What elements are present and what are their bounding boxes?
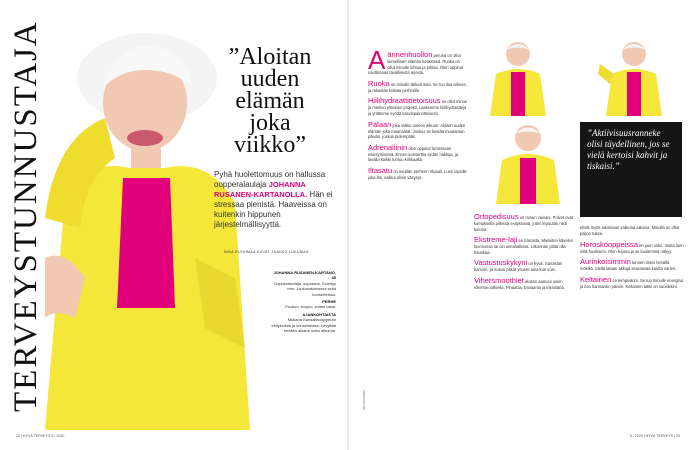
col2-heading: Ekstreme-laji: [474, 235, 518, 245]
col2-text: on minun vaivani. Polvet ovat koetuksella pitkissä esityksissä, joten lepuutan niitä kotona.: [474, 215, 573, 232]
side-label: KOHTAAMISIA: [362, 389, 366, 410]
facts-current-text: Mukana Kansallisoopperan esityksissä ja konserteissa. Levyttää kevään aikana uutta albumia.: [271, 317, 336, 334]
col1-text: peruna on ollut kiireellisen elämän keskiössä. Ruoka on ollut minulle lohtua ja juhlaa. Olen oppinut nauttimaan tavallisesta arjesta.: [368, 53, 464, 76]
col1-paragraph: [368, 96, 468, 116]
dropcap: A: [368, 50, 386, 75]
col1-heading: Hiilihydraattitietoisuus: [368, 96, 441, 106]
col3-text: on lempivärini. Se tuo minulle energiaa ja iloa harmaisiin päiviin. Keltainen takki on suosikkini.: [580, 277, 683, 289]
col1-paragraph: [368, 79, 468, 94]
col2-paragraph: [474, 258, 574, 273]
col1-paragraph: [368, 166, 468, 181]
lead-name: JOHANNA RUSANEN-KARTANOLLA.: [214, 180, 308, 199]
facts-family-heading: PERHE: [322, 299, 336, 305]
col1-paragraph: [368, 143, 468, 163]
col1-heading: Palaan: [368, 119, 392, 129]
facts-family-text: Puoliso, kuopio, kolme lasta.: [285, 304, 336, 310]
pull-quote: ”Aktiivisuusranneke olisi täydellinen, jos se vielä kertoisi kahvit ja tiskaisi.”: [580, 122, 682, 217]
facts-profession: Oopperalaulaja, sopraano. Esiintyy mm. Jouluoratorioissa sekä konserteissa.: [273, 280, 336, 297]
byline: NINA RUOHMAA KUVAT JAAKKO LUKUMAA: [224, 250, 309, 254]
col1-paragraph: [368, 120, 468, 140]
col1-text: olen oppinut tuntemaan esiintymisissä. Ennen konserttia sydän hakkaa, ja lavalla kaikki tuntuu kirkkaalta.: [368, 145, 459, 163]
col1-text: on ollut minun ja miehen yhteinen projekti. Laskemme hiilihydraatteja ja yritämme syödä kasvispainotteisesti.: [368, 99, 468, 116]
col1-paragraph: [368, 50, 468, 76]
col3-heading: Keltainen: [580, 274, 612, 284]
col2-heading: Vihersmoothiet: [474, 275, 524, 285]
col1-heading: Ruoka: [368, 78, 390, 88]
col2-heading: Vastustuskykyni: [474, 258, 528, 268]
col2-paragraph: [474, 235, 574, 255]
col1-text: joka viikko uuteen alkuun. Aloitan uuden elämän joka maanantai. Joskus se kestää muutaman päivän, joskus pidempään.: [368, 122, 466, 140]
folio-left: 32 | HYVÄ TERVEYS 5 / 2020: [16, 434, 65, 438]
col2-paragraph: [474, 212, 574, 232]
col3-text: elivät myös aikoinaan vaikeina aikoina. Minulla on ollut paljon tukea.: [580, 225, 679, 236]
lead-paragraph: [214, 170, 336, 230]
col3-heading: Horoskooppeissa: [580, 239, 638, 249]
col2-text: on hyvä. Sairastan harvoin, ja nukun pitkät yöunet aina kun voin.: [474, 261, 563, 273]
page-gutter: [347, 0, 349, 450]
article-column-3: [580, 222, 684, 430]
headline: ”Aloitan uuden elämän joka viikko”: [228, 44, 312, 158]
col3-paragraph: [580, 222, 684, 237]
photo-top-left: [478, 36, 556, 116]
col3-text: en juuri usko, mutta luen niitä huvikseni. Olen leijona ja se kuulemma näkyy.: [580, 242, 684, 254]
lead-text-after: Hän ei stressaa pienistä. Haaveissa on kuitenkin hippunen järjestelmällisyyttä.: [214, 190, 333, 229]
facts-heading: JOHANNA RUSANEN-KARTANO, 45: [273, 270, 336, 281]
col3-paragraph: [580, 240, 684, 255]
col1-heading: Adrenaliinin: [368, 142, 408, 152]
facts-current-heading: AJANKOHTAISTA: [302, 311, 336, 317]
col3-text: tunnen itseni kesällä mökillä. Siellä lataan akkuja seuraavaa kautta varten.: [580, 260, 677, 272]
article-column-1: [368, 50, 468, 430]
photo-middle: [482, 118, 574, 204]
lead-text-before: Pyhä huolettomuus on hallussa oopperalaulaja: [214, 170, 326, 189]
photo-top-right: [596, 34, 672, 116]
col2-text: en harrasta. Mieluiten kävelen luonnossa tai uin uimahallissa. Liikunnan pitää olla hauskaa.: [474, 238, 574, 255]
col2-heading: Ortopedisuus: [474, 212, 519, 221]
col2-paragraph: [474, 276, 574, 291]
section-title: TERVEYSTUNNUSTAJA: [8, 20, 44, 412]
col3-heading: Aurinkoisimmin: [580, 257, 631, 267]
article-column-2: [474, 212, 574, 430]
col2-text: aloitan aamuni usein vihersmoothiella. Pinaattia, banaania ja inkivääriä.: [474, 278, 565, 290]
folio-right: 5 / 2020 | HYVÄ TERVEYS | 33: [629, 434, 680, 438]
col1-text: on minulle tärkeä asia. Se tuo iloa arkeen, ja rakastan kokata perheelle.: [368, 81, 468, 93]
col1-heading: ännenhuollon: [387, 50, 433, 59]
col3-paragraph: [580, 275, 684, 290]
fact-box: [270, 268, 336, 333]
col1-text: on meidän perheen rituaali. Luen lapsille joka ilta, vaikka olisin väsynyt.: [368, 168, 467, 180]
col3-paragraph: [580, 257, 684, 272]
col1-heading: Iltasatu: [368, 165, 393, 175]
